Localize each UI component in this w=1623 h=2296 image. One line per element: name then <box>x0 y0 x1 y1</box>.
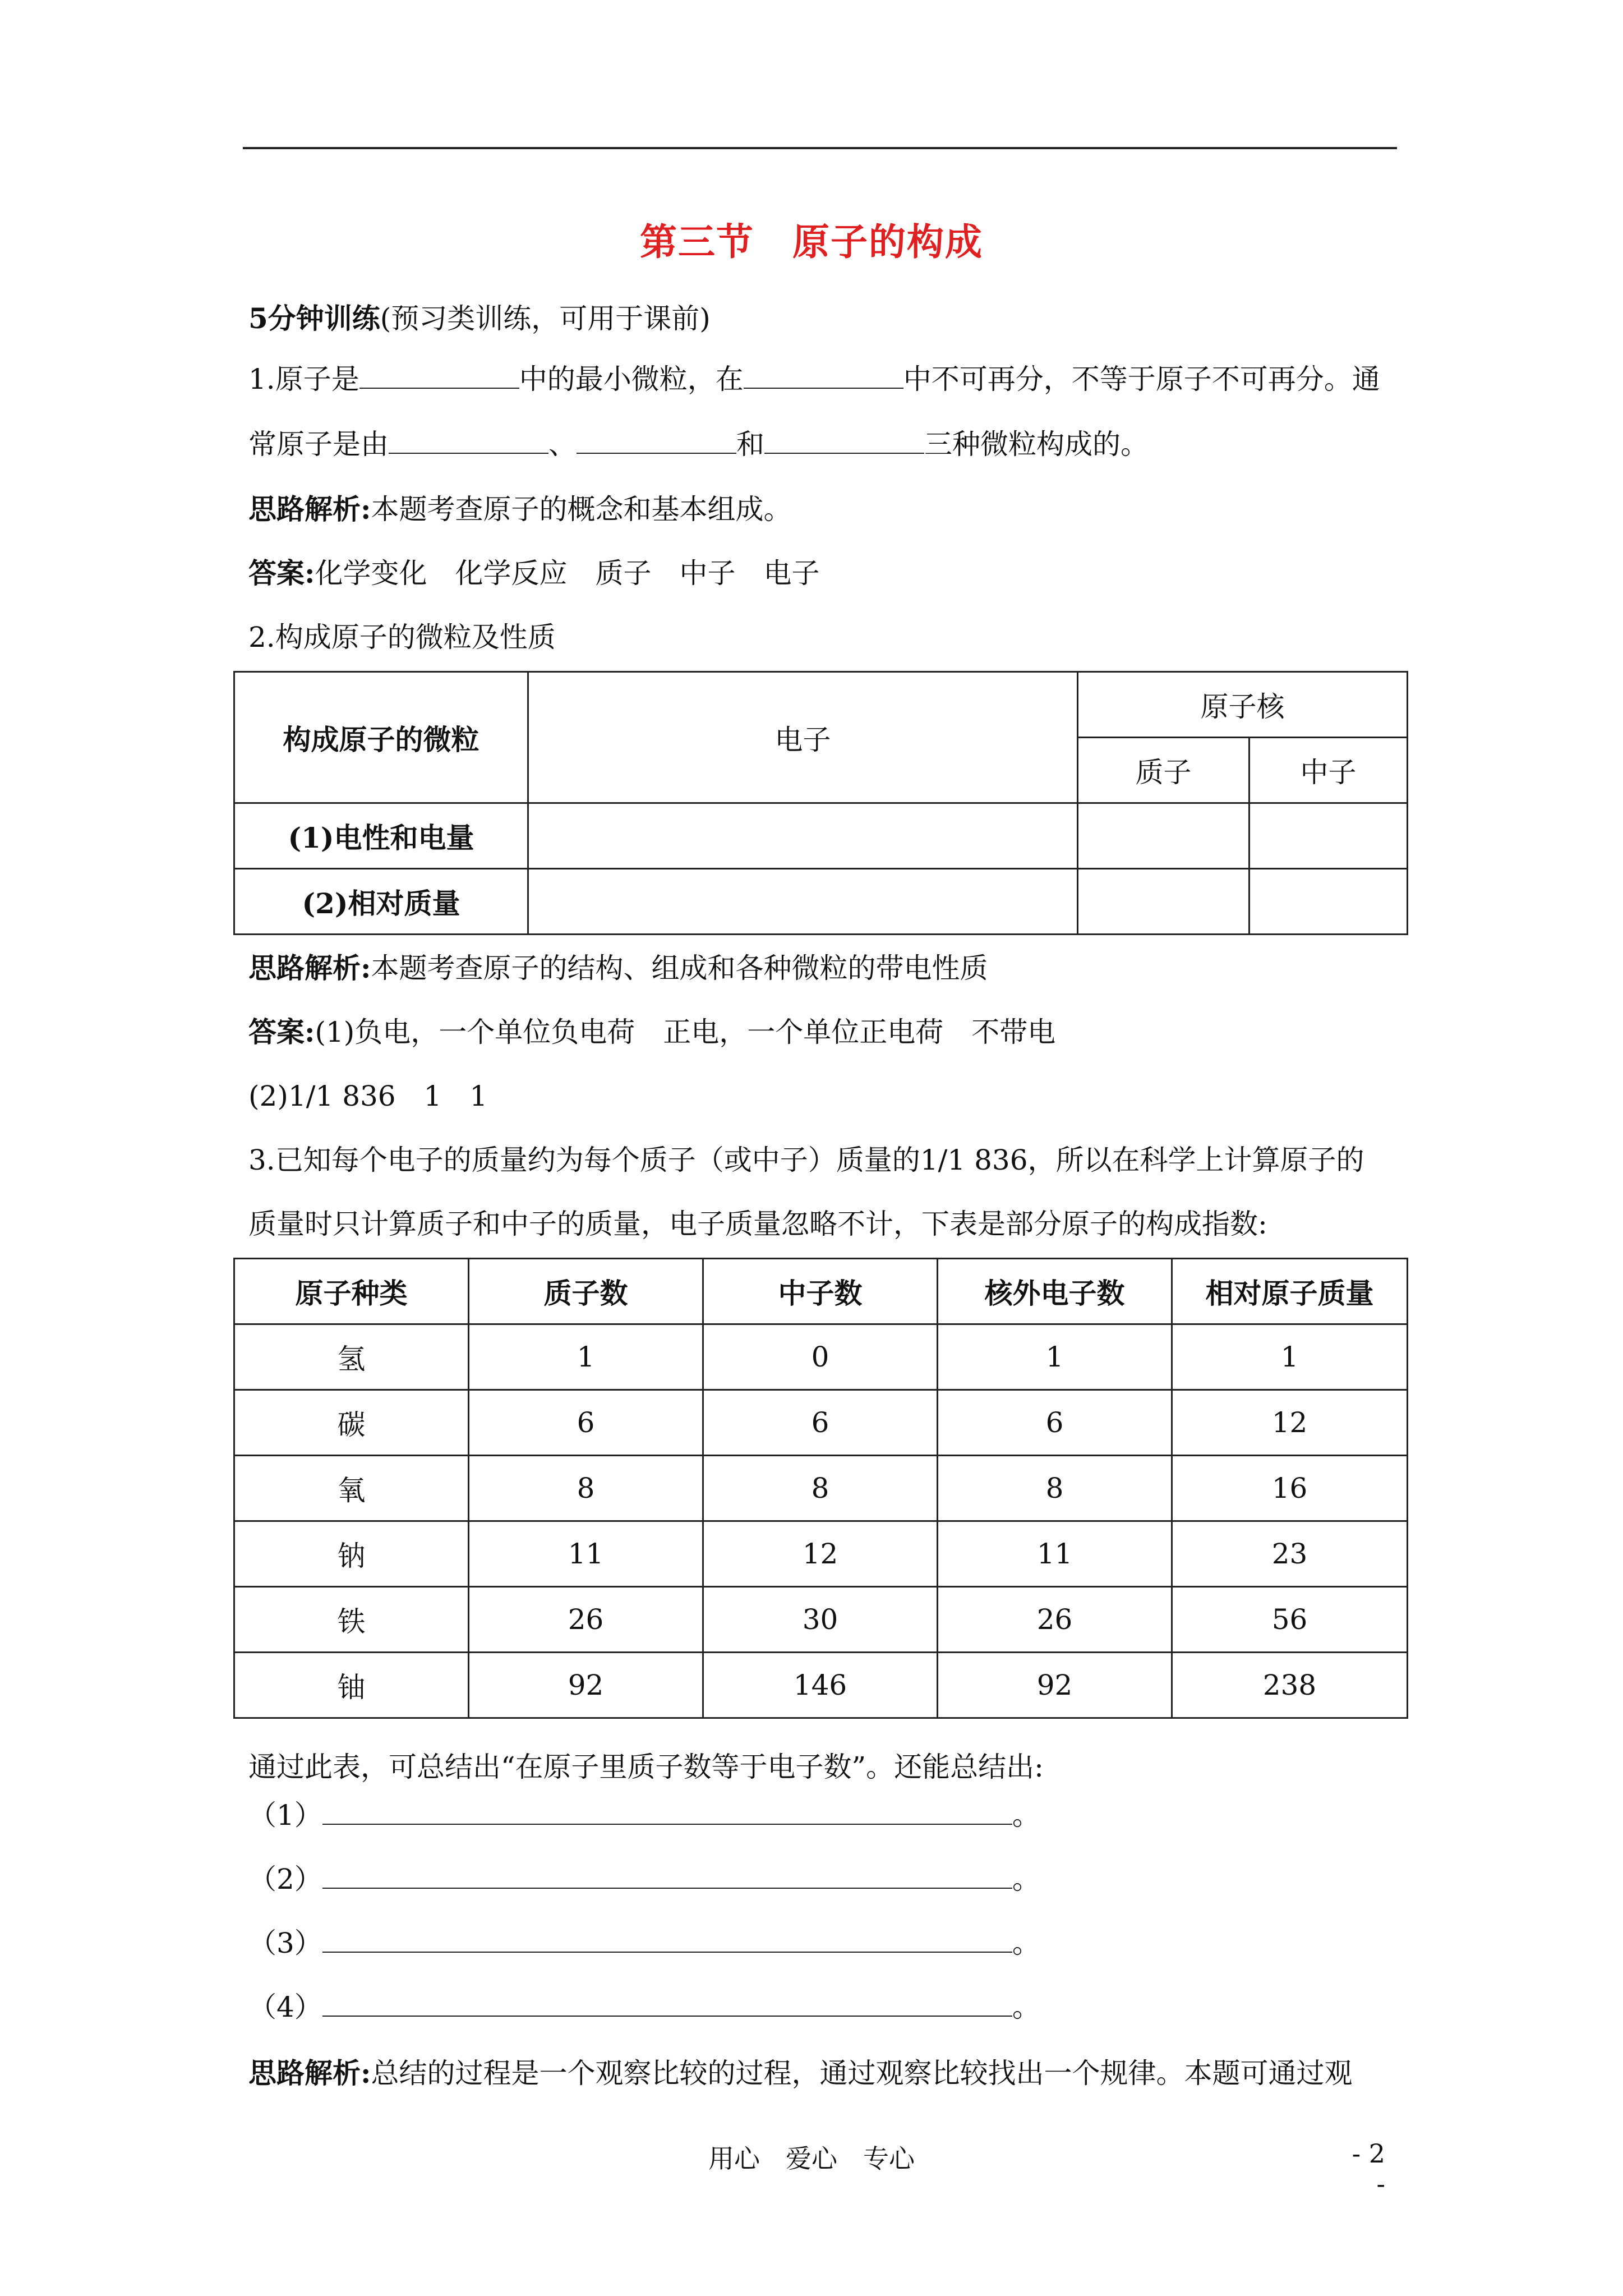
analysis-text: 本题考查原子的概念和基本组成。 <box>371 493 792 526</box>
answer-blank[interactable] <box>764 428 924 454</box>
answer-blank[interactable] <box>389 428 548 454</box>
atom-table <box>233 1258 1408 1719</box>
section-note: (预习类训练，可用于课前) <box>380 302 711 335</box>
q3-item-2 <box>248 1861 1040 1897</box>
q3-item-1 <box>248 1797 1040 1833</box>
answer-blank[interactable] <box>322 1927 1012 1953</box>
q3-analysis <box>248 2055 1352 2091</box>
analysis-label: 思路解析: <box>248 951 371 984</box>
item-end: 。 <box>1012 1863 1040 1895</box>
table-cell: 11 <box>938 1521 1172 1587</box>
table-cell: 1 <box>469 1324 703 1390</box>
q1-line1 <box>248 361 1380 397</box>
q1-text: 中的最小微粒，在 <box>519 363 744 395</box>
table-cell[interactable] <box>1078 803 1249 869</box>
q3-item-3 <box>248 1925 1040 1961</box>
table-cell: 6 <box>469 1390 703 1456</box>
page-number: - 2 - <box>1352 2138 1385 2199</box>
analysis-text: 本题考查原子的结构、组成和各种微粒的带电性质 <box>371 952 988 984</box>
q3-summary: 通过此表，可总结出“在原子里质子数等于电子数”。还能总结出: <box>248 1751 1044 1783</box>
section-heading <box>248 301 711 337</box>
table-cell: 铀 <box>234 1653 469 1718</box>
table-cell: 238 <box>1172 1653 1408 1718</box>
answer-blank[interactable] <box>577 428 736 454</box>
table-cell: 氢 <box>234 1324 469 1390</box>
q2-answer <box>248 1014 1055 1050</box>
proton-header: 质子 <box>1078 738 1249 803</box>
table-cell: 8 <box>703 1456 938 1521</box>
answer-label: 答案: <box>248 556 315 590</box>
table-header-row <box>234 1259 1408 1324</box>
table-cell[interactable] <box>1249 803 1408 869</box>
neutron-header: 中子 <box>1249 738 1408 803</box>
section-label: 5分钟训练 <box>248 302 380 335</box>
atom-table-body <box>234 1259 1408 1718</box>
answer-blank[interactable] <box>322 1799 1012 1825</box>
table-cell: 8 <box>469 1456 703 1521</box>
answer-text: (1)负电，一个单位负电荷 正电，一个单位正电荷 不带电 <box>315 1016 1056 1048</box>
table-row <box>234 1324 1408 1390</box>
item-end: 。 <box>1012 1991 1040 2023</box>
table-cell: 碳 <box>234 1390 469 1456</box>
table-cell: 12 <box>703 1521 938 1587</box>
electron-header: 电子 <box>528 672 1078 803</box>
answer-blank[interactable] <box>744 363 903 389</box>
table-cell: 6 <box>703 1390 938 1456</box>
table-cell: 铁 <box>234 1587 469 1653</box>
table-cell: 56 <box>1172 1587 1408 1653</box>
item-number: （3） <box>248 1927 322 1959</box>
table-row <box>234 1456 1408 1521</box>
particle-table <box>233 671 1408 935</box>
table-row <box>234 1521 1408 1587</box>
answer-blank[interactable] <box>359 363 519 389</box>
analysis-label: 思路解析: <box>248 2056 371 2090</box>
table-cell[interactable] <box>528 869 1078 935</box>
table-cell: 钠 <box>234 1521 469 1587</box>
table-cell: 92 <box>938 1653 1172 1718</box>
answer-text: 化学变化 化学反应 质子 中子 电子 <box>315 557 820 590</box>
table-row <box>234 1587 1408 1653</box>
item-end: 。 <box>1012 1927 1040 1959</box>
table-cell: 16 <box>1172 1456 1408 1521</box>
item-end: 。 <box>1012 1799 1040 1832</box>
table-cell: 8 <box>938 1456 1172 1521</box>
q1-text: 和 <box>736 428 764 461</box>
table-cell: 氧 <box>234 1456 469 1521</box>
q2-analysis <box>248 950 988 986</box>
row-mass: (2)相对质量 <box>234 869 528 935</box>
item-number: （4） <box>248 1991 322 2023</box>
footer-motto: 用心 爱心 专心 <box>708 2143 915 2174</box>
nucleus-header: 原子核 <box>1078 672 1408 738</box>
table-cell: 23 <box>1172 1521 1408 1587</box>
table-cell: 12 <box>1172 1390 1408 1456</box>
table-row <box>234 1390 1408 1456</box>
column-header: 质子数 <box>469 1259 703 1324</box>
analysis-text: 总结的过程是一个观察比较的过程，通过观察比较找出一个规律。本题可通过观 <box>371 2057 1353 2090</box>
item-number: （2） <box>248 1863 322 1895</box>
item-number: （1） <box>248 1799 322 1832</box>
column-header: 原子种类 <box>234 1259 469 1324</box>
table-cell: 1 <box>938 1324 1172 1390</box>
header-rule <box>243 147 1397 149</box>
column-header: 相对原子质量 <box>1172 1259 1408 1324</box>
particle-header: 构成原子的微粒 <box>234 672 528 803</box>
table-cell[interactable] <box>1249 869 1408 935</box>
q2-stem: 2.构成原子的微粒及性质 <box>248 621 556 654</box>
table-cell: 26 <box>938 1587 1172 1653</box>
q1-text: 三种微粒构成的。 <box>924 428 1149 461</box>
table-cell: 11 <box>469 1521 703 1587</box>
q2-answer-2: (2)1/1 836 1 1 <box>248 1080 488 1112</box>
table-cell: 92 <box>469 1653 703 1718</box>
q1-answer <box>248 555 819 591</box>
table-cell: 6 <box>938 1390 1172 1456</box>
table-cell: 30 <box>703 1587 938 1653</box>
q1-text: 1.原子是 <box>248 363 359 395</box>
table-cell: 1 <box>1172 1324 1408 1390</box>
column-header: 核外电子数 <box>938 1259 1172 1324</box>
q3-stem-1: 3.已知每个电子的质量约为每个质子（或中子）质量的1/1 836，所以在科学上计算原子的 <box>248 1144 1364 1176</box>
analysis-label: 思路解析: <box>248 493 371 526</box>
table-cell: 0 <box>703 1324 938 1390</box>
q1-text: 、 <box>548 428 577 461</box>
column-header: 中子数 <box>703 1259 938 1324</box>
q1-text: 常原子是由 <box>248 428 389 461</box>
q1-analysis <box>248 491 791 527</box>
answer-blank[interactable] <box>322 1863 1012 1889</box>
page-title: 第三节 原子的构成 <box>640 220 983 264</box>
q3-stem-2: 质量时只计算质子和中子的质量，电子质量忽略不计，下表是部分原子的构成指数: <box>248 1208 1267 1240</box>
table-row <box>234 1653 1408 1718</box>
row-charge: (1)电性和电量 <box>234 803 528 869</box>
q1-line2 <box>248 426 1149 462</box>
table-cell[interactable] <box>1078 869 1249 935</box>
table-cell: 26 <box>469 1587 703 1653</box>
q3-item-4 <box>248 1989 1040 2025</box>
answer-label: 答案: <box>248 1015 315 1048</box>
q1-text: 中不可再分，不等于原子不可再分。通 <box>903 363 1380 395</box>
answer-blank[interactable] <box>322 1991 1012 2017</box>
table-cell: 146 <box>703 1653 938 1718</box>
table-cell[interactable] <box>528 803 1078 869</box>
